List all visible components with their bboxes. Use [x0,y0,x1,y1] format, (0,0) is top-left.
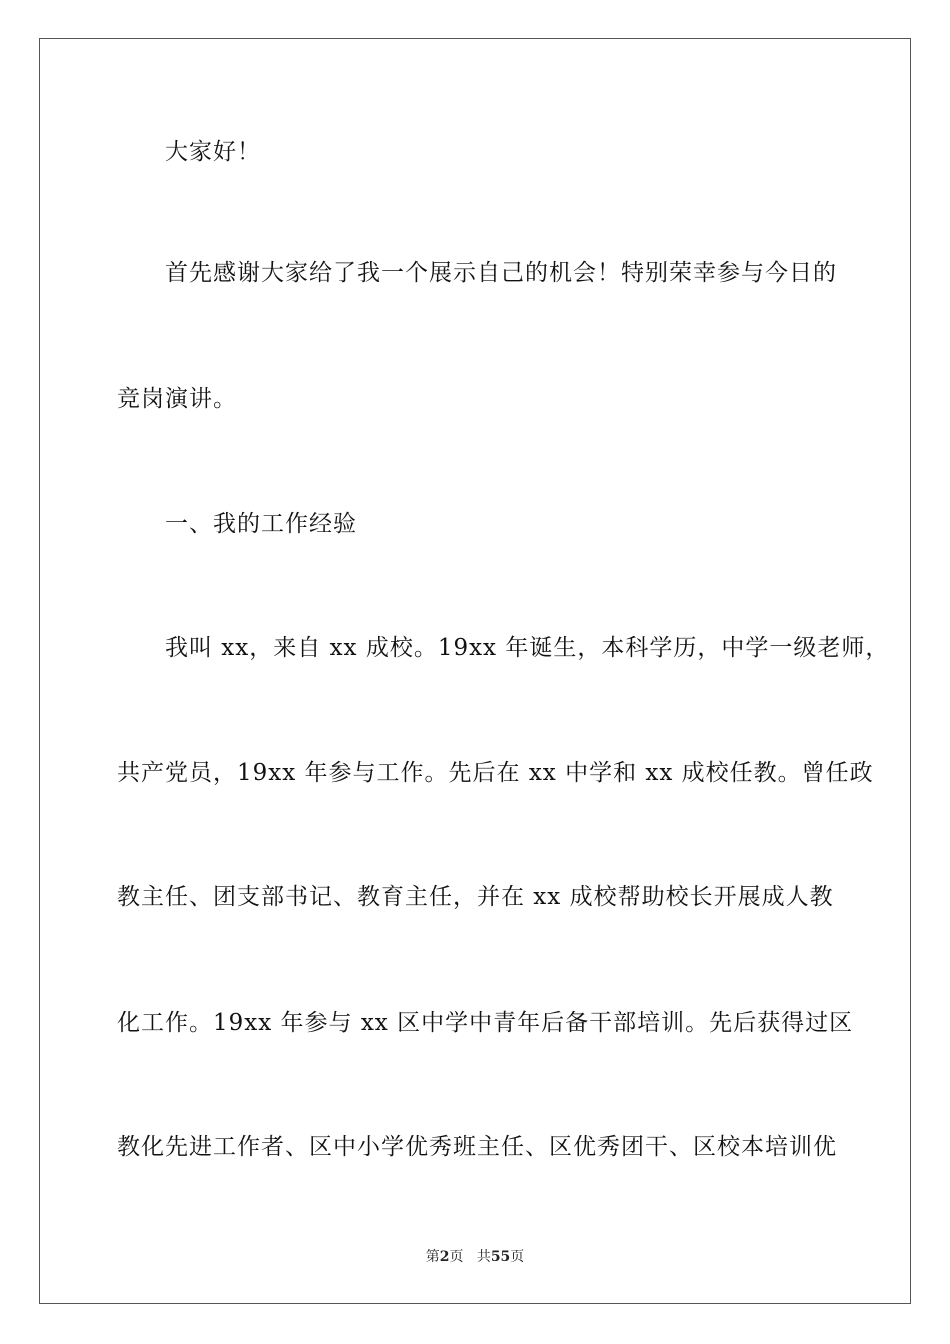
footer-total-suffix: 页 [510,1249,525,1265]
section-heading: 一、我的工作经验 [165,511,357,537]
text-line-8: 教化先进工作者、区中小学优秀班主任、区优秀团干、区校本培训优 [117,1134,837,1160]
footer-total-pages: 55 [490,1249,511,1265]
text-line-7: 化工作。19xx 年参与 xx 区中学中青年后备干部培训。先后获得过区 [117,1010,854,1036]
text-line-greeting: 大家好！ [165,139,261,165]
text-line-6: 教主任、团支部书记、教育主任，并在 xx 成校帮助校长开展成人教 [117,884,834,910]
footer-page-suffix: 页 [449,1249,464,1265]
text-line-2: 竞岗演讲。 [117,386,237,412]
footer-total-prefix: 共 [476,1249,491,1265]
page-footer [0,1248,950,1266]
text-line-5: 共产党员，19xx 年参与工作。先后在 xx 中学和 xx 成校任教。曾任政 [117,760,874,786]
footer-page-prefix: 第 [425,1249,440,1265]
text-line-1: 首先感谢大家给了我一个展示自己的机会！特别荣幸参与今日的 [165,260,837,286]
page-border [39,38,911,1304]
footer-page-number: 2 [439,1249,450,1265]
text-line-4: 我叫 xx，来自 xx 成校。19xx 年诞生，本科学历，中学一级老师， [165,635,890,661]
